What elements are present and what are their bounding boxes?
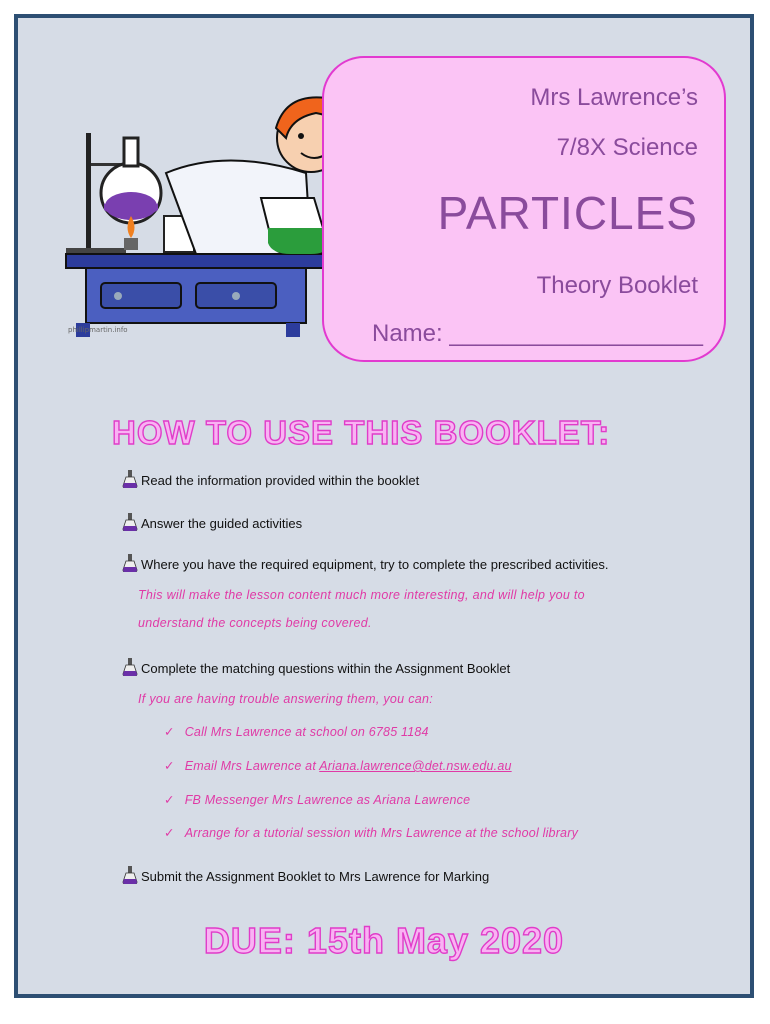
image-credit: phillipmartin.info [68,326,128,334]
due-date: DUE: 15th May 2020 [203,920,565,961]
flask-bullet-icon [122,513,138,531]
step-text: Submit the Assignment Booklet to Mrs Lawrence for Marking [141,869,490,884]
step-text: Complete the matching questions within the Assignment Booklet [141,661,511,676]
equipment-note-line-1: This will make the lesson content much more interesting, and will help you to [138,588,585,602]
booklet-page [14,14,754,998]
flask-bullet-icon [122,866,138,884]
instructions-heading: HOW TO USE THIS BOOKLET: [112,414,611,451]
booklet-topic: PARTICLES [437,187,698,239]
class-name: 7/8X Science [556,134,698,161]
trouble-note: If you are having trouble answering them, you can: [138,692,434,706]
check-mark-icon: ✓ [164,725,175,739]
check-mark-icon: ✓ [164,759,175,773]
check-mark-icon: ✓ [164,826,175,840]
student-name-field: Name: ___________________ [372,320,703,347]
step-item [122,554,609,572]
teacher-email-link[interactable]: Ariana.lawrence@det.nsw.edu.au [319,759,512,773]
booklet-kind: Theory Booklet [536,272,698,299]
teacher-name: Mrs Lawrence’s [530,84,698,111]
help-option-text: Call Mrs Lawrence at school on 6785 1184 [184,725,429,739]
title-panel [322,56,726,362]
help-option-text: FB Messenger Mrs Lawrence as Ariana Lawrence [184,793,471,807]
flask-bullet-icon [122,554,138,572]
step-item [122,470,419,488]
step-item [122,513,302,531]
step-item [122,658,510,676]
step-text: Where you have the required equipment, try to complete the prescribed activities. [141,557,609,572]
help-option [164,825,578,840]
help-option [164,758,512,773]
equipment-note-line-2: understand the concepts being covered. [138,616,372,630]
help-option [164,792,470,807]
help-option-text: Arrange for a tutorial session with Mrs Lawrence at the school library [184,826,579,840]
help-option-text: Email Mrs Lawrence at [184,759,320,773]
check-mark-icon: ✓ [164,793,175,807]
step-text: Answer the guided activities [141,516,303,531]
flask-bullet-icon [122,658,138,676]
step-item [122,866,489,884]
flask-bullet-icon [122,470,138,488]
step-text: Read the information provided within the booklet [141,473,420,488]
help-option [164,724,429,739]
